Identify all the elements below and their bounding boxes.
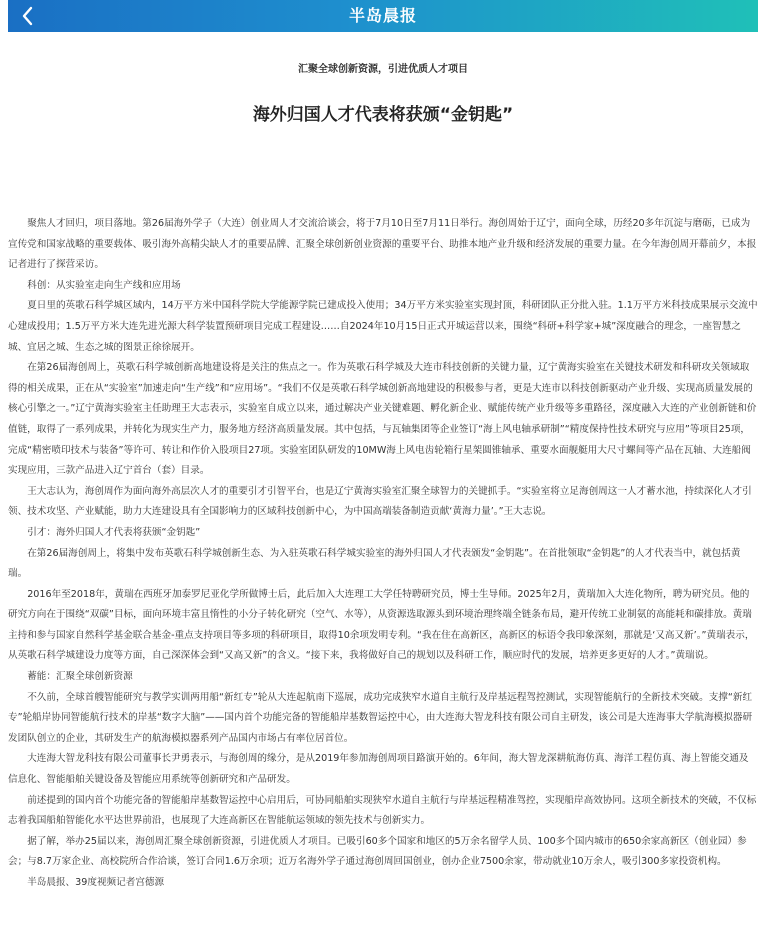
article-paragraph: 在第26届海创周上，英歌石科学城创新高地建设将是关注的焦点之一。作为英歌石科学城及大连市科技创新的关键力量，辽宁黄海实验室在关键技术研发和科研攻关领域取得的相关成果，正在从“实验室”加速走向“生产线”和“应用场”。“我们不仅是英歌石科学城创新高地建设的积极参与者，更是大连市以科技创新驱动产业升级、实现高质量发展的核心引擎之一。”辽宁黄海实验室主任助理王大志表示，实验室自成立以来，通过解决产业关键难题、孵化新企业、赋能传统产业升级等多重路径，深度融入大连的产业创新链和价值链，取得了一系列成果，并转化为现实生产力，服务地方经济高质量发展。其中包括，与瓦轴集团等企业签订“海上风电轴承研制”“精度保持性技术研究与应用”等项目25项，完成“精密喷印技术与装备”等许可、转让和作价入股项目27项。实验室团队研发的10MW海上风电齿轮箱行星架圆锥轴承、重要水面舰艇用大尺寸螺间等产品在瓦轴、大连船阀实现应用，三款产品进入辽宁首台（套）目录。: [8, 362, 757, 477]
article-paragraph: 王大志认为，海创周作为面向海外高层次人才的重要引才引智平台，也是辽宁黄海实验室汇聚全球智力的关键抓手。“实验室将立足海创周这一人才蓄水池，持续深化人才引领、技术攻坚、产业赋能，助力大连建设具有全国影响力的区域科技创新中心，为中国高端装备制造贡献‘黄海力量’。”王大志说。: [8, 485, 752, 518]
article-paragraph: 在第26届海创周上，将集中发布英歌石科学城创新生态、为入驻英歌石科学城实验室的海外归国人才代表颁发“金钥匙”。在首批领取“金钥匙”的人才代表当中，就包括黄瑞。: [8, 547, 741, 580]
article-paragraph: 前述提到的国内首个功能完备的智能船岸基数智运控中心启用后，可协同船舶实现狭窄水道自主航行与岸基远程精准驾控，实现船岸高效协同。这项全新技术的突破，不仅标志着我国船舶智能化水平达世界前沿，也展现了大连高新区在智能航运领域的领先技术与创新实力。: [8, 794, 757, 827]
article-paragraph: 2016年至2018年，黄瑞在西班牙加泰罗尼亚化学所做博士后，此后加入大连理工大学任特聘研究员，博士生导师。2025年2月，黄瑞加入大连化物所，聘为研究员。他的研究方向在于围绕“双碳”目标，面向环境丰富且惰性的小分子转化研究（空气、水等），从资源选取源头到环境治理终端全链条布局，避开传统工业制氨的高能耗和碳排放。黄瑞主持和参与国家自然科学基金联合基金-重点支持项目等多项的科研项目，取得10余项发明专利。“我在住在高新区，高新区的标语令我印象深刻，那就是‘又高又新’。”黄瑞表示，从英歌石科学城建设力度等方面，自己深深体会到“又高又新”的含义。“接下来，我将做好自己的规划以及科研工作，顺应时代的发展，培养更多更好的人才。”黄瑞说。: [8, 588, 755, 662]
app-title: 半岛晨报: [348, 6, 417, 25]
article-paragraph: 大连海大智龙科技有限公司董事长尹勇表示，与海创周的缘分，是从2019年参加海创周项目路演开始的。6年间，海大智龙深耕航海仿真、海洋工程仿真、海上智能交通及信息化、智能船舶关键设备及智能应用系统等创新研究和产品研发。: [8, 753, 749, 786]
article-paragraph: 聚焦人才回归，项目落地。第26届海外学子（大连）创业周人才交流洽谈会，将于7月10日至7月11日举行。海创周始于辽宁，面向全球，历经20多年沉淀与磨砺，已成为宣传党和国家战略的重要载体、吸引海外高精尖缺人才的重要品牌、汇聚全球创新创业资源的重要平台、助推本地产业升级和经济发展的重要力量。在今年海创周开幕前夕，本报记者进行了探营采访。: [8, 218, 757, 271]
article-body: [8, 214, 758, 894]
section-heading: 蓄能：汇聚全球创新资源: [27, 671, 133, 683]
article-paragraph: 不久前，全球首艘智能研究与教学实训两用船“新红专”轮从大连起航南下巡展，成功完成狭窄水道自主航行及岸基远程驾控测试，实现智能航行的全新技术突破。支撑“新红专”轮船岸协同智能航行技术的岸基“数字大脑”——国内首个功能完备的智能船岸基数智运控中心，由大连海大智龙科技有限公司自主研发，该公司是大连海事大学航海模拟器研发团队创立的企业，其研发生产的航海模拟器系列产品国内市场占有率位居首位。: [8, 691, 753, 744]
article-byline: 半岛晨报、39度视频记者宫德源: [27, 877, 165, 888]
article-subtitle: 汇聚全球创新资源，引进优质人才项目: [298, 64, 468, 75]
article-paragraph: 据了解，举办25届以来，海创周汇聚全球创新资源，引进优质人才项目。已吸引60多个国家和地区的5万余名留学人员、100多个国内城市的650余家高新区（创业园）参会；与8.7万家企业、高校院所合作洽谈，签订合同1.6万余项；近万名海外学子通过海创周回国创业，创办企业7500余家，带动就业10万余人，吸引300多家投资机构。: [8, 835, 747, 868]
app-header: [8, 0, 758, 32]
section-heading: 引才：海外归国人才代表将获颁“金钥匙”: [27, 526, 201, 538]
article-paragraph: 夏日里的英歌石科学城区域内，14万平方米中国科学院大学能源学院已建成投入使用；34万平方米实验室实现封顶，科研团队正分批入驻。1.1万平方米科技成果展示交流中心建成投用；1.5万平方米大连先进光源大科学装置预研项目完成工程建设……自2024年10月15日正式开城运营以来，围绕“科研+科学家+城”深度融合的理念，一座智慧之城、宜居之城、生态之城的图景正徐徐展开。: [8, 300, 758, 353]
section-heading: 科创：从实验室走向生产线和应用场: [27, 279, 181, 291]
article-title: 海外归国人才代表将获颁“金钥匙”: [252, 105, 514, 125]
